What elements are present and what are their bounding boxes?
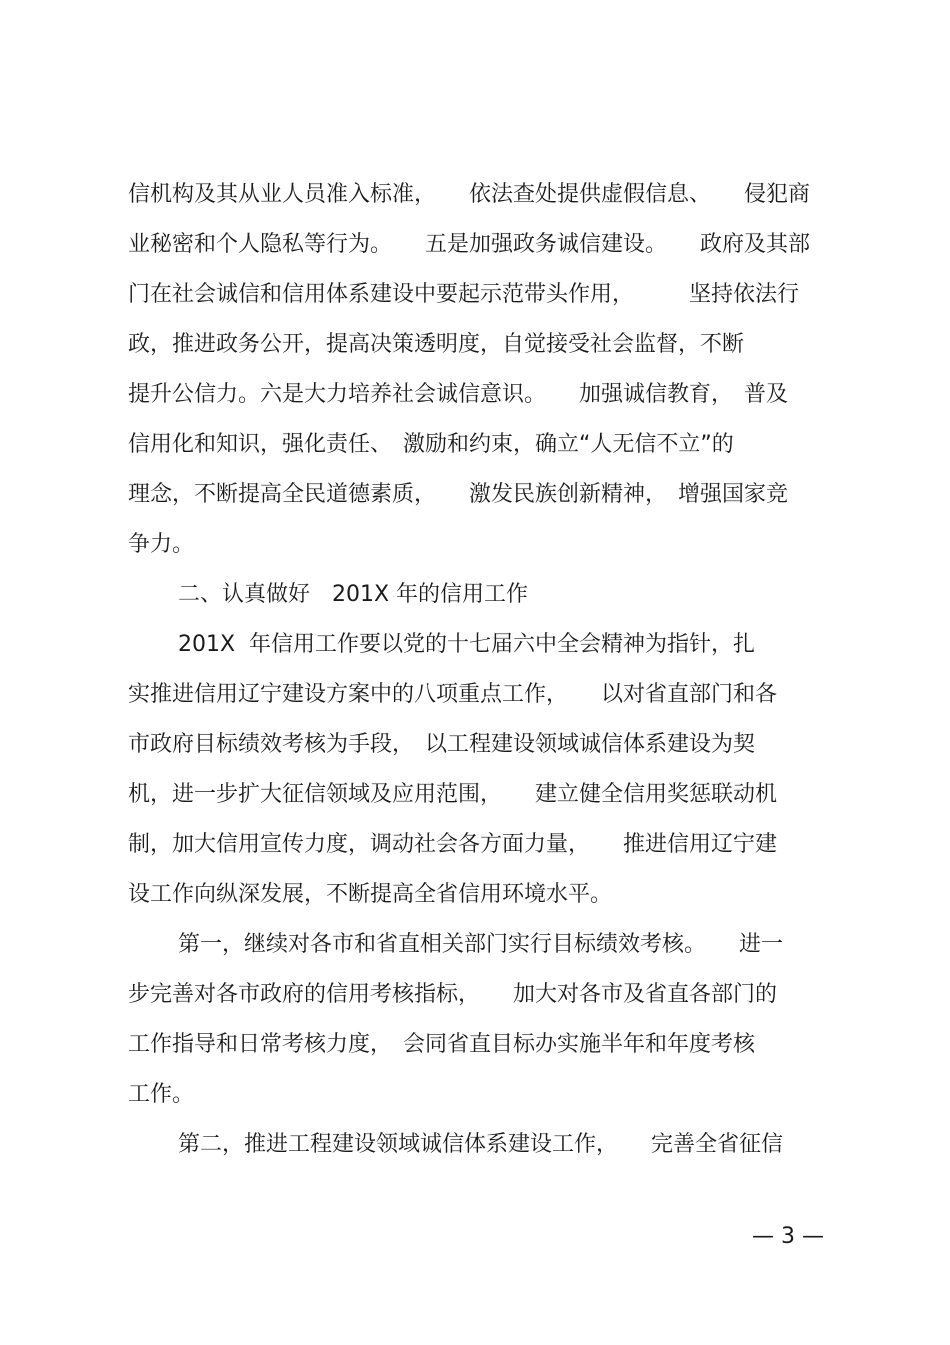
text-line: 设工作向纵深发展，不断提高全省信用环境水平。	[128, 882, 613, 907]
text-line: 政，推进政务公开，提高决策透明度，自觉接受社会监督，不断	[128, 332, 745, 357]
page-number: — 3 —	[752, 1224, 824, 1249]
text-line: 信机构及其从业人员准入标准， 依法查处提供虚假信息、 侵犯商	[128, 182, 811, 207]
text-line: 实推进信用辽宁建设方案中的八项重点工作， 以对省直部门和各	[128, 682, 778, 707]
text-line: 市政府目标绩效考核为手段， 以工程建设领域诚信体系建设为契	[128, 732, 756, 757]
text-line: 门在社会诚信和信用体系建设中要起示范带头作用， 坚持依法行	[128, 282, 800, 307]
text-line: 信用化和知识，强化责任、 激励和约束，确立“人无信不立”的	[128, 432, 734, 457]
text-line: 机，进一步扩大征信领域及应用范围， 建立健全信用奖惩联动机	[128, 782, 778, 807]
text-line: 工作。	[128, 1082, 195, 1107]
section-heading: 二、认真做好 201X 年的信用工作	[178, 582, 529, 607]
text-line: 201X 年信用工作要以党的十七届六中全会精神为指针，扎	[178, 632, 756, 657]
text-line: 业秘密和个人隐私等行为。 五是加强政务诚信建设。 政府及其部	[128, 232, 811, 257]
text-line: 步完善对各市政府的信用考核指标， 加大对各市及省直各部门的	[128, 982, 778, 1007]
text-line: 争力。	[128, 532, 195, 557]
text-line: 制，加大信用宣传力度，调动社会各方面力量， 推进信用辽宁建	[128, 832, 778, 857]
text-line: 工作指导和日常考核力度， 会同省直目标办实施半年和年度考核	[128, 1032, 756, 1057]
text-line: 第一，继续对各市和省直相关部门实行目标绩效考核。 进一	[178, 932, 784, 957]
text-line: 提升公信力。六是大力培养社会诚信意识。 加强诚信教育， 普及	[128, 382, 789, 407]
text-line: 第二，推进工程建设领域诚信体系建设工作， 完善全省征信	[178, 1132, 784, 1157]
text-line: 理念，不断提高全民道德素质， 激发民族创新精神， 增强国家竞	[128, 482, 789, 507]
